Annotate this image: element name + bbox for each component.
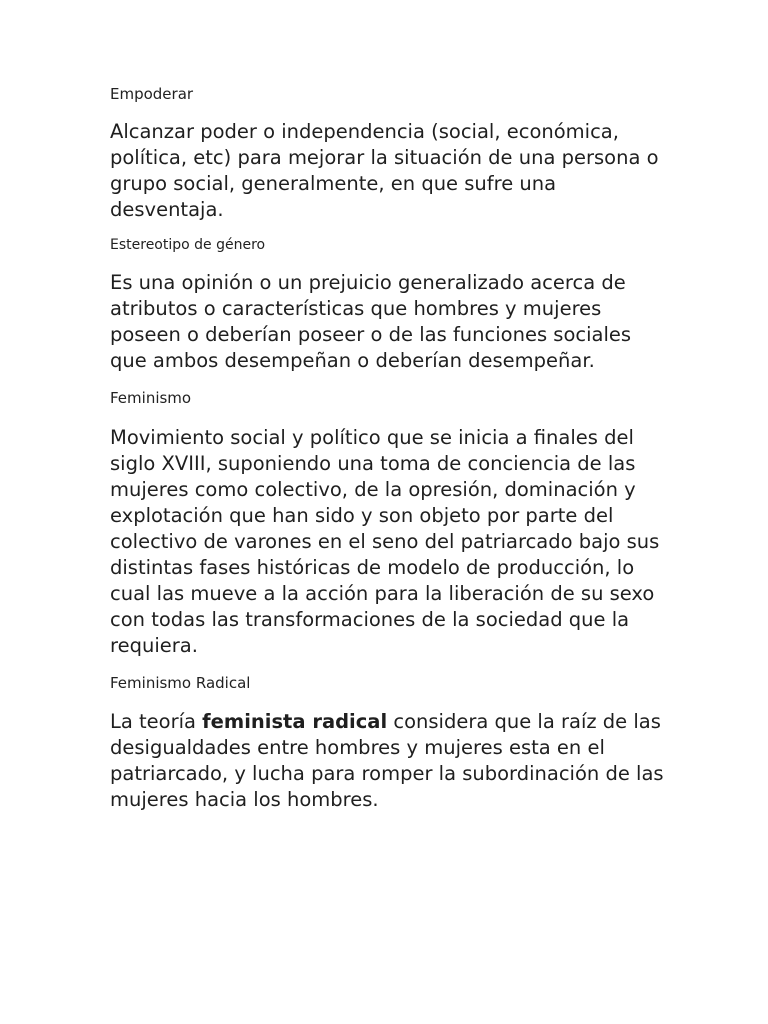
term-heading: Feminismo Radical bbox=[110, 674, 251, 692]
term-definition bbox=[110, 709, 670, 813]
term-heading: Empoderar bbox=[110, 85, 194, 103]
glossary-page bbox=[110, 84, 670, 813]
definition-text: considera que la raíz de las desigualdades entre hombres y mujeres esta en el patriarcado, y lucha para romper la subordinación de las mujeres hacia los hombres. bbox=[110, 710, 664, 811]
definition-emphasis: feminista radical bbox=[202, 710, 388, 733]
definition-text: La teoría bbox=[110, 710, 203, 733]
term-definition: Alcanzar poder o independencia (social, económica, política, etc) para mejorar la situación de una persona o grupo social, generalmente, en que sufre una desventaja. bbox=[110, 120, 659, 221]
term-definition: Es una opinión o un prejuicio generalizado acerca de atributos o características que hombres y mujeres poseen o deberían poseer o de las funciones sociales que ambos desempeñan o deberían desempeñar. bbox=[110, 271, 632, 372]
term-heading: Estereotipo de género bbox=[110, 237, 266, 253]
term-definition: Movimiento social y político que se inicia a finales del siglo XVIII, suponiendo una toma de conciencia de las mujeres como colectivo, de la opresión, dominación y explotación que han sido y son objeto por parte del colectivo de varones en el seno del patriarcado bajo sus distintas fases históricas de modelo de producción, lo cual las mueve a la acción para la liberación de su sexo con todas las transformaciones de la sociedad que la requiera. bbox=[110, 426, 660, 657]
term-heading: Feminismo bbox=[110, 389, 192, 407]
